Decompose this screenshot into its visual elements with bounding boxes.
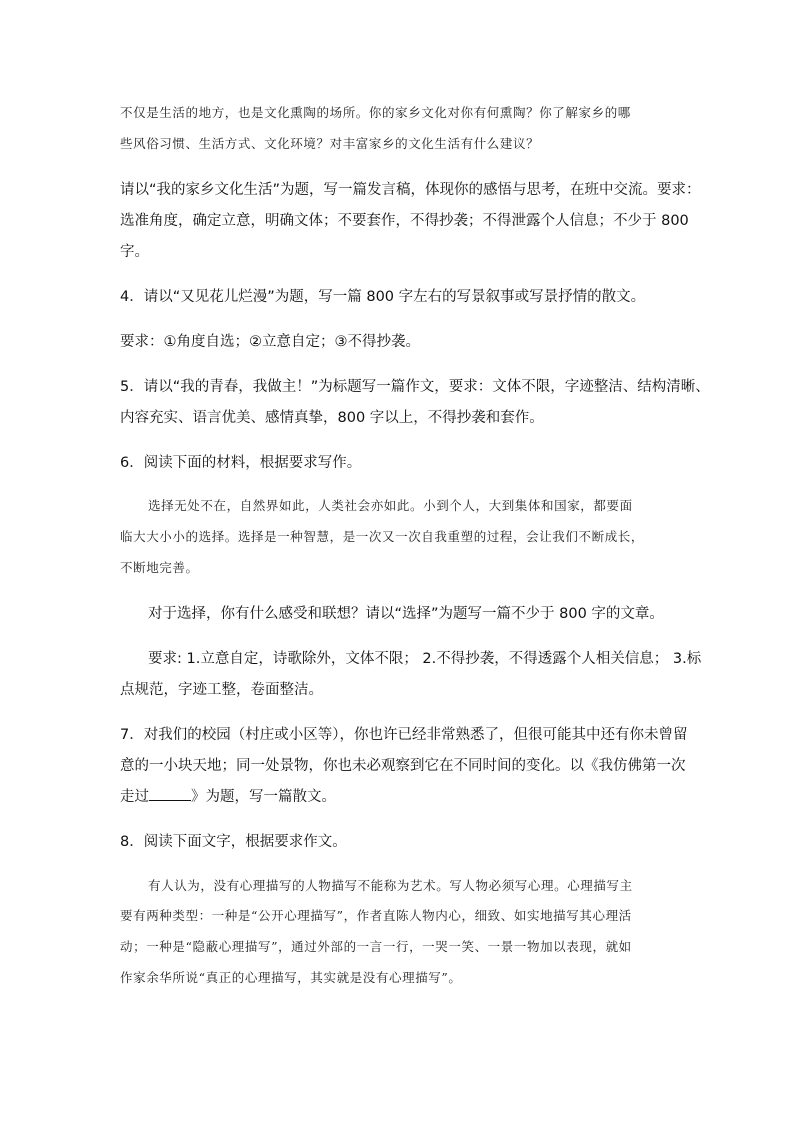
q3-task-line-3: 字。 (120, 244, 149, 260)
q7-prompt-line-1: 7．对我们的校园（村庄或小区等），你也许已经非常熟悉了，但很可能其中还有你未曾留 (120, 727, 688, 743)
q7-prompt-line-2: 意的一小块天地；同一处景物，你也未必观察到它在不同时间的变化。以《我仿佛第一次 (120, 758, 686, 774)
q8-prompt: 8．阅读下面文字，根据要求作文。 (120, 834, 347, 850)
q8-material-line-3: 动；一种是“隐蔽心理描写”，通过外部的一言一行，一哭一笑、一景一物加以表现，就如 (120, 939, 632, 954)
q6-prompt: 6．阅读下面的材料，根据要求写作。 (120, 455, 362, 471)
q8-material-line-1: 有人认为，没有心理描写的人物描写不能称为艺术。写人物必须写心理。心理描写主 (148, 878, 633, 893)
material-intro-line-1: 不仅是生活的地方，也是文化熏陶的场所。你的家乡文化对你有何熏陶？你了解家乡的哪 (120, 105, 631, 120)
q5-prompt-line-1: 5．请以“我的青春，我做主！”为标题写一篇作文，要求：文体不限，字迹整洁、结构清晰、 (120, 379, 710, 395)
q6-requirements-line-1: 要求: 1.立意自定，诗歌除外，文体不限； 2.不得抄袭，不得透露个人相关信息； 3.标 (148, 651, 702, 667)
material-intro-line-2: 些风俗习惯、生活方式、文化环境？对丰富家乡的文化生活有什么建议？ (120, 136, 540, 151)
q4-prompt: 4．请以“又见花儿烂漫”为题，写一篇 800 字左右的写景叙事或写景抒情的散文。 (120, 289, 646, 305)
q7-title-blank (149, 788, 191, 801)
q8-material-line-2: 要有两种类型：一种是“公开心理描写”，作者直陈人物内心，细致、如实地描写其心理活 (120, 908, 632, 923)
q7-title-suffix: 》为题，写一篇散文。 (191, 789, 336, 805)
q3-task-line-2: 选准角度，确定立意，明确文体；不要套作，不得抄袭；不得泄露个人信息；不少于 800 (120, 213, 689, 229)
q6-task: 对于选择，你有什么感受和联想？请以“选择”为题写一篇不少于 800 字的文章。 (148, 606, 664, 622)
q6-material-line-3: 不断地完善。 (120, 560, 199, 575)
q7-title-prefix: 走过 (120, 789, 149, 805)
q3-task-line-1: 请以“我的家乡文化生活”为题，写一篇发言稿，体现你的感悟与思考，在班中交流。要求： (120, 182, 701, 198)
q8-material-line-4: 作家余华所说“真正的心理描写，其实就是没有心理描写”。 (120, 970, 462, 985)
q5-prompt-line-2: 内容充实、语言优美、感情真挚，800 字以上，不得抄袭和套作。 (120, 410, 544, 426)
q6-material-line-1: 选择无处不在，自然界如此，人类社会亦如此。小到个人，大到集体和国家，都要面 (148, 498, 633, 513)
q4-requirements: 要求：①角度自选；②立意自定；③不得抄袭。 (120, 334, 420, 350)
q7-prompt-line-3 (120, 785, 680, 806)
q6-requirements-line-2: 点规范，字迹工整，卷面整洁。 (120, 682, 323, 698)
q6-material-line-2: 临大大小小的选择。选择是一种智慧，是一次又一次自我重塑的过程，会让我们不断成长， (120, 529, 645, 544)
